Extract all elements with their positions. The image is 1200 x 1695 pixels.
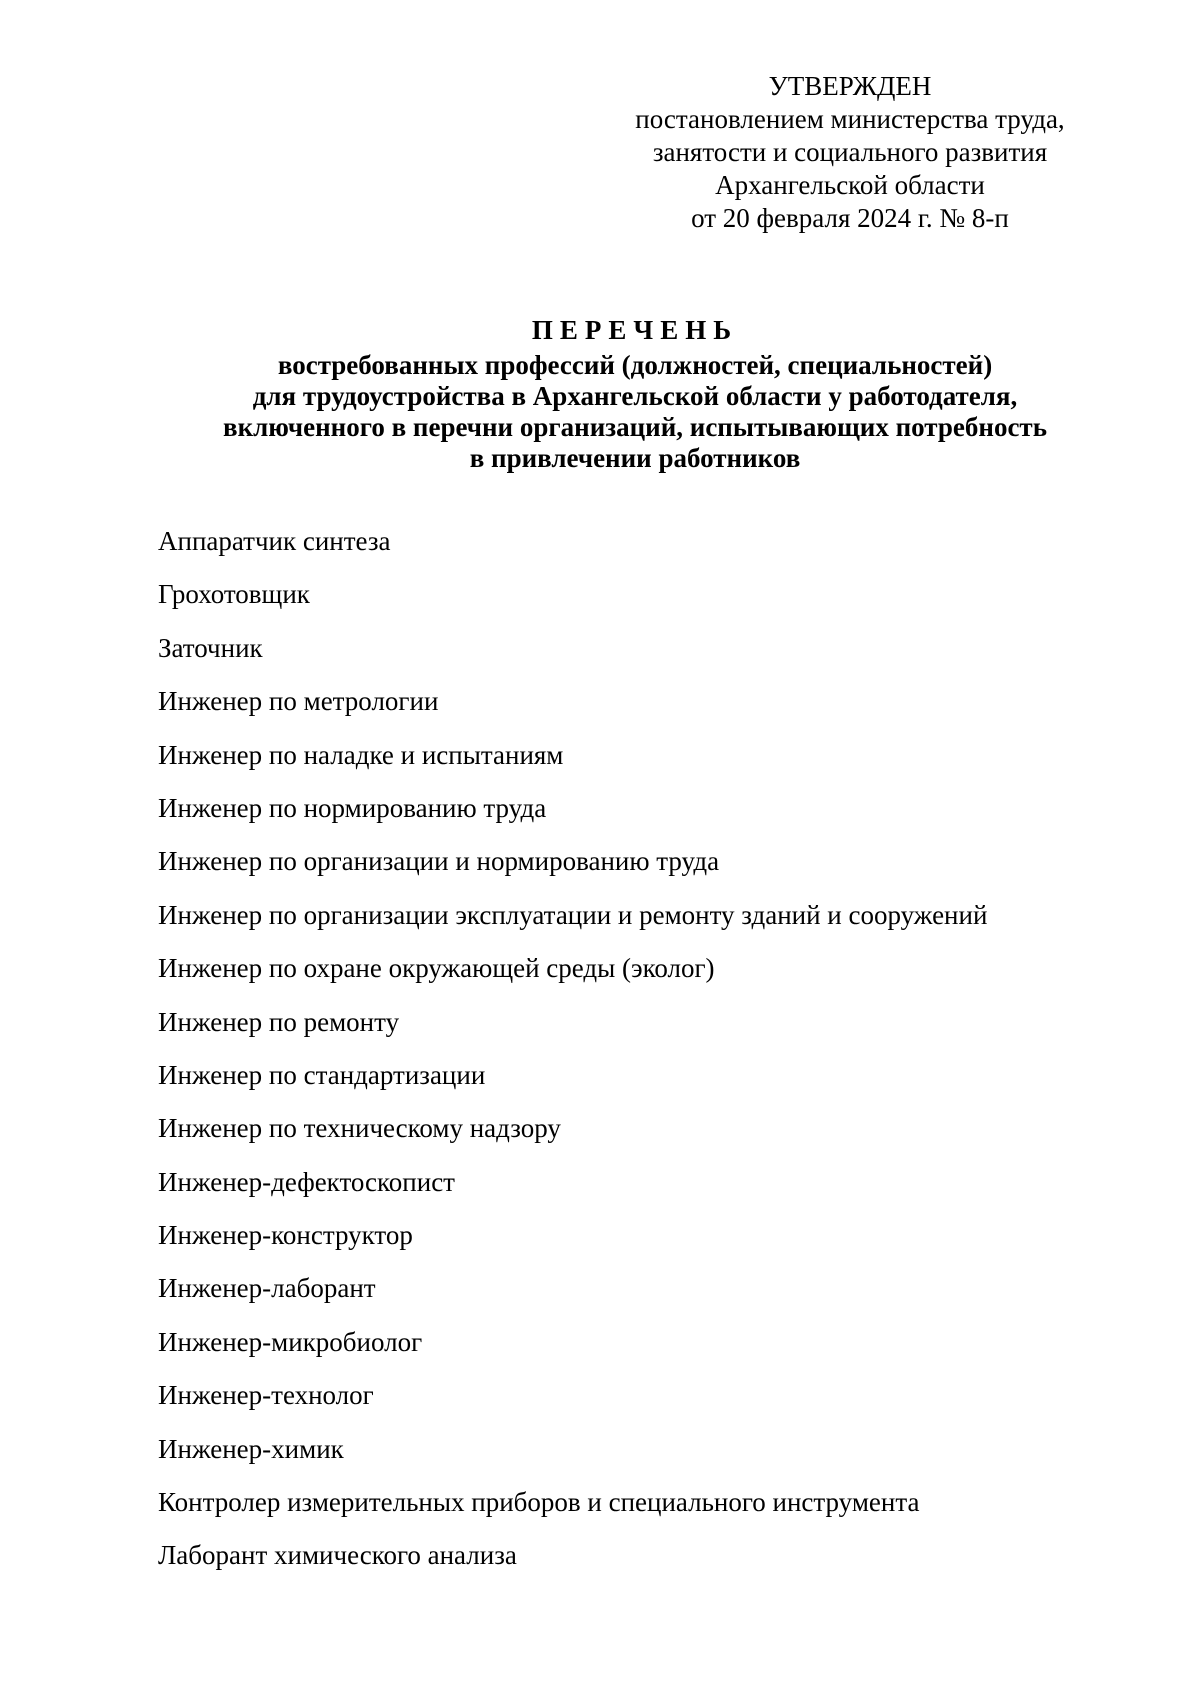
profession-item: Аппаратчик синтеза	[158, 526, 391, 556]
profession-item: Инженер по стандартизации	[158, 1059, 486, 1090]
profession-item: Инженер по техническому надзору	[158, 1113, 561, 1144]
profession-item: Контролер измерительных приборов и специального инструмента	[158, 1487, 920, 1518]
profession-item: Инженер по наладке и испытаниям	[158, 739, 564, 770]
profession-item: Инженер-микробиолог	[158, 1326, 423, 1357]
document-title	[150, 315, 1120, 474]
profession-list	[158, 525, 987, 1593]
profession-item: Заточник	[158, 632, 263, 663]
subtitle-line: востребованных профессий (должностей, специальностей)	[277, 350, 993, 380]
profession-item: Инженер-лаборант	[158, 1273, 376, 1304]
profession-item: Инженер-технолог	[158, 1380, 374, 1411]
approval-date-line: от 20 февраля 2024 г. № 8-п	[691, 203, 1009, 233]
profession-item: Инженер-конструктор	[158, 1220, 413, 1251]
approval-line: занятости и социального развития	[652, 137, 1048, 167]
profession-item: Лаборант химического анализа	[158, 1540, 517, 1571]
approval-heading: УТВЕРЖДЕН	[768, 71, 932, 101]
subtitle-line: в привлечении работников	[469, 443, 801, 473]
profession-item: Инженер по нормированию труда	[158, 792, 547, 823]
profession-item: Инженер-химик	[158, 1433, 344, 1464]
profession-item: Инженер по метрологии	[158, 686, 439, 717]
profession-item: Грохотовщик	[158, 579, 310, 610]
profession-item: Инженер по ремонту	[158, 1006, 400, 1037]
profession-item: Инженер по организации эксплуатации и ремонту зданий и сооружений	[158, 899, 988, 930]
profession-item: Инженер по организации и нормированию труда	[158, 846, 720, 877]
profession-item: Инженер-дефектоскопист	[158, 1166, 455, 1197]
approval-stamp	[600, 70, 1100, 235]
subtitle-line: включенного в перечни организаций, испытывающих потребность	[223, 412, 1047, 442]
approval-line: постановлением министерства труда,	[635, 104, 1065, 134]
subtitle-line: для трудоустройства в Архангельской области у работодателя,	[252, 381, 1018, 411]
approval-line: Архангельской области	[715, 170, 985, 200]
title-word: ПЕРЕЧЕНЬ	[531, 315, 739, 345]
profession-item: Инженер по охране окружающей среды (эколог)	[158, 953, 715, 984]
